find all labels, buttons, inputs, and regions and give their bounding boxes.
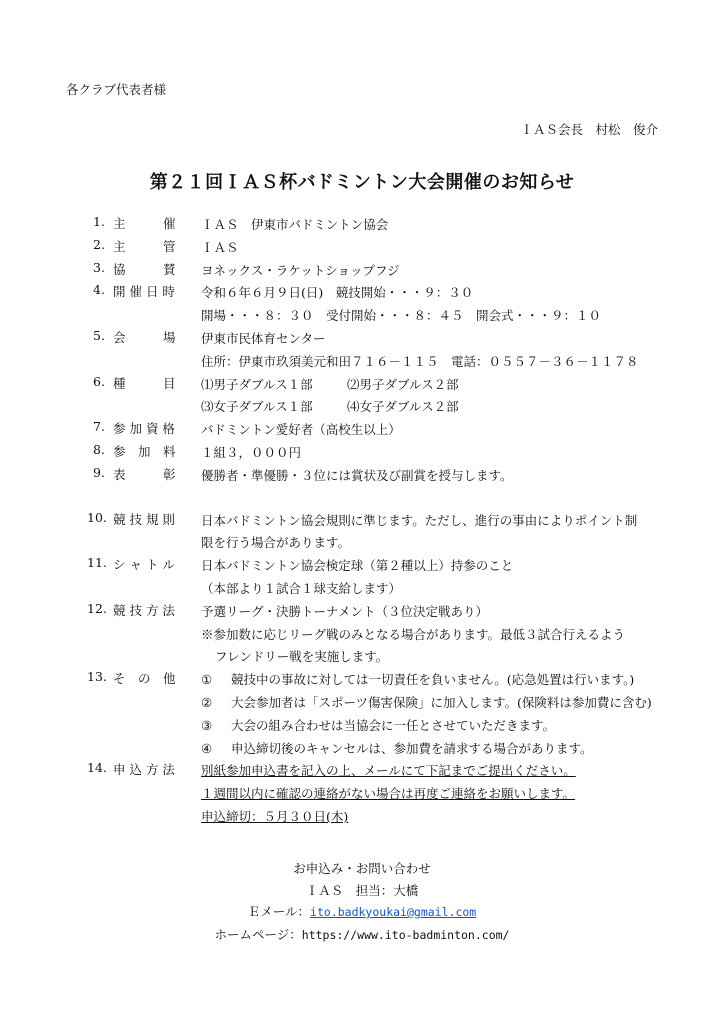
item-value: 伊東市民体育センター	[201, 330, 326, 346]
item-number: 11.	[87, 555, 107, 571]
item-eligibility	[93, 419, 693, 442]
addressee: 各クラブ代表者様	[66, 82, 167, 97]
item-number: 7.	[93, 419, 105, 435]
item-value: 令和６年６月９日(日) 競技開始・・・９：３０	[201, 285, 474, 301]
item-value: ＩＡＳ 伊東市バドミントン協会	[201, 217, 389, 232]
contact-block	[0, 858, 724, 946]
note-marker: ②	[201, 694, 213, 710]
application-instruction: 別紙参加申込書を記入の上、メールにて下記までご提出ください。	[201, 763, 576, 779]
item-value: フレンドリー戦を実施します。	[215, 649, 389, 665]
note-line	[201, 715, 693, 738]
note-line	[201, 692, 693, 715]
item-value: 開場・・・８：３０ 受付開始・・・８：４５ 開会式・・・９：１０	[201, 308, 602, 324]
item-label: 開 催 日 時	[113, 284, 175, 300]
item-value: 優勝者・準優勝・３位には賞状及び副賞を授与します。	[201, 467, 513, 483]
item-number: 4.	[93, 282, 105, 298]
homepage-url[interactable]: https://www.ito-badminton.com/	[301, 927, 510, 942]
item-number: 3.	[93, 259, 105, 275]
note-text: 大会参加者は「スポーツ傷害保険」に加入します。(保険料は参加費に含む)	[231, 694, 652, 710]
item-sponsor	[93, 260, 693, 283]
item-label: 競 技 規 則	[113, 511, 175, 527]
email-label: Ｅメール：	[247, 904, 311, 919]
item-label: 参 加 料	[113, 443, 176, 459]
contact-heading: お申込み・お問い合わせ	[293, 861, 431, 876]
contact-email-line	[0, 901, 724, 924]
item-value: 住所：伊東市玖須美元和田７１６－１１５ 電話：０５５７－３６－１１７８	[201, 353, 639, 369]
item-label: そ の 他	[113, 671, 176, 687]
note-marker: ③	[201, 717, 213, 733]
item-events	[93, 374, 693, 420]
item-label: 主 管	[113, 238, 176, 254]
item-label: 種 目	[113, 375, 176, 391]
item-label: 申 込 方 法	[113, 762, 175, 778]
item-date	[93, 282, 693, 328]
item-value: １組３，０００円	[201, 444, 302, 460]
item-number: 6.	[93, 373, 105, 389]
item-value: バドミントン愛好者（高校生以上）	[201, 422, 401, 438]
event-entry: ⑷女子ダブルス２部	[347, 399, 459, 415]
item-value: 限を行う場合があります。	[201, 535, 351, 551]
item-number: 10.	[87, 509, 107, 525]
item-number: 12.	[87, 600, 107, 616]
item-fee	[93, 442, 693, 465]
item-label: 会 場	[113, 329, 176, 345]
note-marker: ④	[201, 740, 213, 756]
details-list	[87, 214, 693, 829]
contact-person: ＩＡＳ 担当：大橋	[305, 882, 419, 898]
item-application	[87, 760, 693, 828]
homepage-label: ホームページ：	[214, 926, 302, 942]
item-label: 競 技 方 法	[113, 602, 175, 618]
item-awards	[93, 465, 693, 488]
item-method	[87, 601, 693, 669]
item-value: ※参加数に応じリーグ戦のみとなる場合があります。最低３試合行えるよう	[201, 626, 626, 642]
contact-homepage-line	[0, 924, 724, 947]
item-value: 日本バドミントン協会規則に準じます。ただし、進行の事由によりポイント制	[201, 512, 638, 528]
item-shuttle	[87, 555, 693, 601]
item-number: 2.	[93, 236, 105, 252]
note-marker: ①	[201, 672, 213, 688]
event-entry: ⑵男子ダブルス２部	[347, 376, 459, 392]
note-text: 競技中の事故に対しては一切責任を負いません。(応急処置は行います。)	[231, 672, 635, 688]
note-line	[201, 669, 693, 692]
item-number: 14.	[87, 760, 107, 776]
note-text: 大会の組み合わせは当協会に一任とさせていただきます。	[231, 717, 556, 733]
item-label: 参 加 資 格	[113, 421, 175, 437]
item-value: ＩＡＳ	[201, 239, 239, 255]
item-number: 13.	[87, 669, 107, 685]
item-venue	[93, 328, 693, 374]
email-link[interactable]: ito.badkyoukai@gmail.com	[310, 905, 477, 919]
item-number: 8.	[93, 441, 105, 457]
item-value: 日本バドミントン協会検定球（第２種以上）持参のこと	[201, 558, 514, 574]
note-text: 申込締切後のキャンセルは、参加費を請求する場合があります。	[231, 740, 593, 756]
item-other	[87, 669, 693, 760]
item-label: 主 催	[113, 216, 176, 231]
event-entry: ⑴男子ダブルス１部	[201, 376, 313, 392]
item-value: ヨネックス・ラケットショップフジ	[201, 262, 400, 278]
item-label: 表 彰	[113, 466, 176, 482]
sender: ＩＡＳ会長 村松 俊介	[520, 122, 658, 137]
application-deadline: 申込締切：５月３０日(木)	[201, 808, 349, 824]
item-label: シ ャ ト ル	[113, 557, 175, 573]
application-notice: １週間以内に確認の連絡がない場合は再度ご連絡をお願いします。	[201, 786, 576, 802]
item-number: 9.	[93, 464, 105, 480]
item-label: 協 賛	[113, 261, 176, 277]
item-rules	[87, 510, 693, 556]
item-value: （本部より１試合１球支給します）	[201, 580, 402, 596]
note-line	[201, 738, 693, 761]
document-title: 第２１回ＩＡＳ杯バドミントン大会開催のお知らせ	[149, 172, 575, 193]
event-entry: ⑶女子ダブルス１部	[201, 399, 313, 415]
item-value: 予選リーグ・決勝トーナメント（３位決定戦あり）	[201, 603, 489, 619]
item-organizer	[93, 214, 693, 237]
item-number: 5.	[93, 327, 105, 343]
item-manager	[93, 237, 693, 260]
item-number: 1.	[93, 214, 105, 229]
